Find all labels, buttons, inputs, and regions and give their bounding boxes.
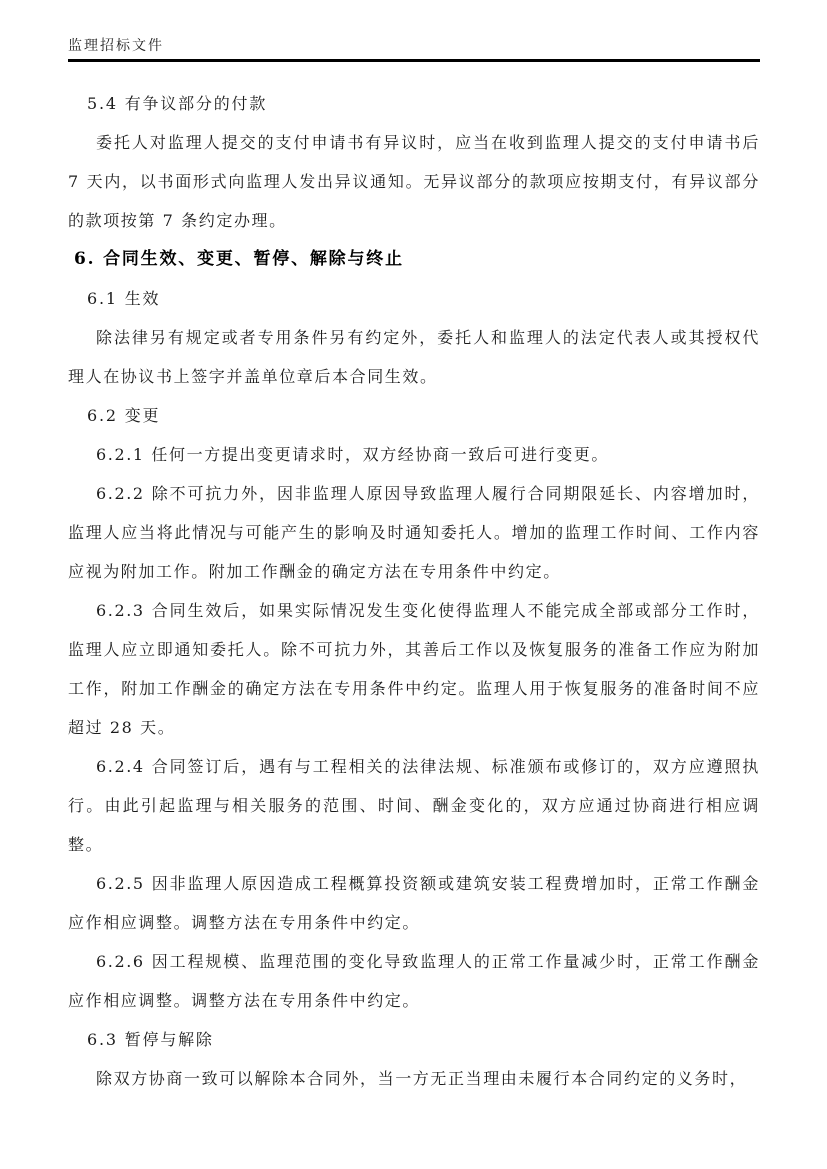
section-heading-level-2: 6.3 暂停与解除 bbox=[87, 1030, 214, 1049]
page-header-title: 监理招标文件 bbox=[68, 38, 164, 54]
page-header bbox=[0, 0, 827, 62]
document-body bbox=[0, 62, 827, 1098]
section-heading-level-2: 6.1 生效 bbox=[87, 289, 161, 308]
section-heading-level-1: 6. 合同生效、变更、暂停、解除与终止 bbox=[74, 249, 404, 269]
paragraph: 除双方协商一致可以解除本合同外，当一方无正当理由未履行本合同约定的义务时， bbox=[96, 1069, 748, 1088]
section-heading-level-2: 6.2 变更 bbox=[87, 406, 161, 425]
paragraph: 6.2.1 任何一方提出变更请求时，双方经协商一致后可进行变更。 bbox=[96, 445, 609, 464]
section-heading-level-2: 5.4 有争议部分的付款 bbox=[87, 94, 268, 113]
paragraph: 委托人对监理人提交的支付申请书有异议时，应当在收到监理人提交的支付申请书后 7 天内，以书面形式向监理人发出异议通知。无异议部分的款项应按期支付，有异议部分的款项按第 7 条约定办理。 bbox=[68, 133, 760, 230]
paragraph: 除法律另有规定或者专用条件另有约定外，委托人和监理人的法定代表人或其授权代理人在协议书上签字并盖单位章后本合同生效。 bbox=[68, 328, 760, 386]
paragraph: 6.2.3 合同生效后，如果实际情况发生变化使得监理人不能完成全部或部分工作时，监理人应立即通知委托人。除不可抗力外，其善后工作以及恢复服务的准备工作应为附加工作，附加工作酬金的确定方法在专用条件中约定。监理人用于恢复服务的准备时间不应超过 28 天。 bbox=[68, 601, 760, 737]
paragraph: 6.2.5 因非监理人原因造成工程概算投资额或建筑安装工程费增加时，正常工作酬金应作相应调整。调整方法在专用条件中约定。 bbox=[68, 874, 760, 932]
paragraph: 6.2.4 合同签订后，遇有与工程相关的法律法规、标准颁布或修订的，双方应遵照执行。由此引起监理与相关服务的范围、时间、酬金变化的，双方应通过协商进行相应调整。 bbox=[68, 757, 760, 854]
paragraph: 6.2.6 因工程规模、监理范围的变化导致监理人的正常工作量减少时，正常工作酬金应作相应调整。调整方法在专用条件中约定。 bbox=[68, 952, 760, 1010]
paragraph: 6.2.2 除不可抗力外，因非监理人原因导致监理人履行合同期限延长、内容增加时，监理人应当将此情况与可能产生的影响及时通知委托人。增加的监理工作时间、工作内容应视为附加工作。附加工作酬金的确定方法在专用条件中约定。 bbox=[68, 484, 760, 581]
